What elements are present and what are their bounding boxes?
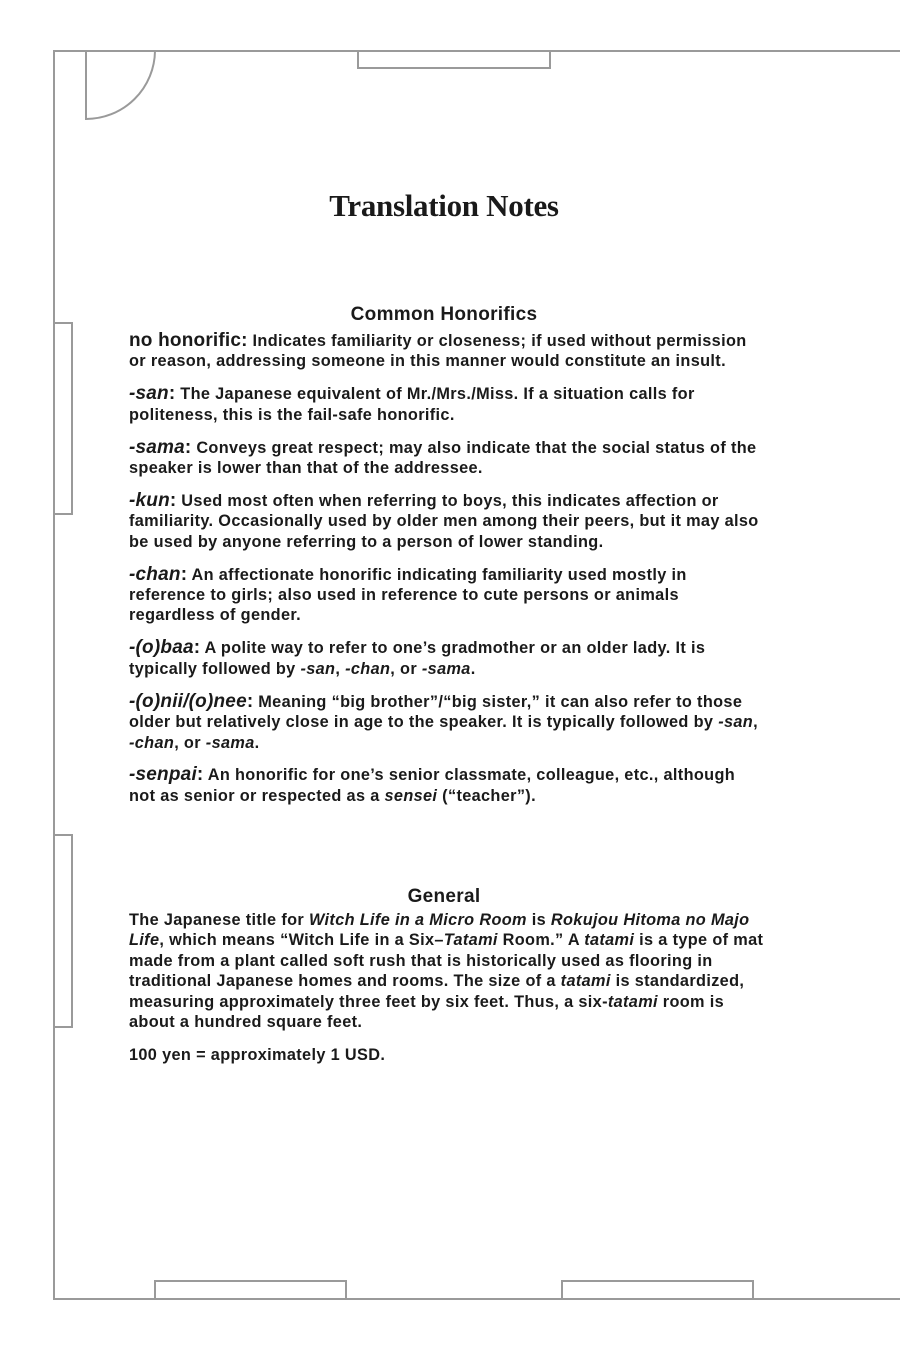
note-text: The Japanese title for: [129, 911, 309, 929]
note-paragraph: [129, 910, 765, 1032]
term-label: -sama: [129, 436, 185, 458]
note-paragraph: [129, 331, 765, 372]
note-text: Meaning “big brother”/“big sister,” it can also refer to those older but relatively close in age to the speaker. It is typically followed by: [129, 692, 743, 732]
term-label: -kun: [129, 489, 170, 511]
note-text: (“teacher”).: [437, 786, 536, 805]
page-title: Translation Notes: [329, 188, 559, 223]
term-label: :: [196, 764, 204, 786]
note-text: , or: [174, 733, 206, 752]
note-paragraph: [129, 765, 765, 806]
note-text: , which means “Witch Life in a Six–: [159, 931, 444, 950]
note-text: A polite way to refer to one’s gradmother or an older lady. It is typically followed by: [129, 639, 706, 678]
term-label: -(o)baa: [129, 637, 194, 659]
note-text: -san: [718, 713, 754, 732]
note-text: -san: [300, 659, 336, 678]
note-paragraph: [129, 1045, 765, 1065]
window-left-lower: [54, 835, 72, 1027]
honorifics-list: [129, 331, 765, 819]
note-text: .: [254, 733, 260, 752]
window-top: [358, 51, 550, 68]
note-paragraph: [129, 638, 765, 679]
note-text: -chan: [345, 659, 391, 678]
note-paragraph: [129, 491, 765, 552]
note-text: .: [470, 659, 476, 678]
general-heading: General: [407, 886, 481, 907]
note-text: An affectionate honorific indicating familiarity used mostly in reference to girls; also used in reference to cute persons or animals regardless of gender.: [129, 565, 687, 625]
note-text: Room.” A: [497, 931, 585, 950]
note-text: Indicates familiarity or closeness; if used without permission or reason, addressing someone in this manner would constitute an insult.: [129, 332, 747, 371]
note-text: The Japanese equivalent of Mr./Mrs./Miss. If a situation calls for politeness, this is the fail-safe honorific.: [129, 385, 695, 424]
note-text: -sama: [205, 733, 255, 752]
note-text: Tatami: [443, 931, 498, 950]
note-text: -chan: [129, 733, 175, 752]
door-arc: [86, 51, 155, 119]
note-text: ,: [335, 659, 346, 678]
note-paragraph: [129, 565, 765, 626]
note-text: Conveys great respect; may also indicate that the social status of the speaker is lower than that of the addressee.: [129, 438, 757, 478]
note-paragraph: [129, 384, 765, 425]
note-paragraph: [129, 438, 765, 479]
note-paragraph: [129, 692, 765, 753]
note-text: An honorific for one’s senior classmate, colleague, etc., although not as senior or respected as a: [129, 766, 736, 805]
term-label: -(o)nii/(o)nee: [129, 690, 247, 712]
term-label: :: [246, 690, 254, 712]
note-text: tatami: [584, 931, 635, 950]
note-text: Used most often when referring to boys, this indicates affection or familiarity. Occasionally used by older men among their peers, but it may also be used by anyone referring to a person of lower standing.: [129, 491, 759, 551]
note-text: sensei: [384, 786, 438, 805]
term-label: :: [168, 383, 176, 405]
term-label: -chan: [129, 563, 181, 585]
term-label: no honorific:: [129, 330, 248, 351]
note-text: is: [526, 911, 551, 929]
note-text: Rokujou Hitoma no Majo Life: [129, 911, 750, 950]
honorifics-heading: Common Honorifics: [350, 304, 538, 325]
term-label: :: [184, 436, 192, 458]
window-left-upper: [54, 323, 72, 514]
note-text: Witch Life in a Micro Room: [308, 911, 527, 929]
term-label: -san: [129, 383, 169, 405]
note-text: tatami: [560, 972, 611, 991]
term-label: :: [169, 489, 177, 511]
term-label: :: [180, 563, 188, 585]
note-text: tatami: [607, 992, 658, 1011]
term-label: :: [193, 637, 201, 659]
note-text: is standardized, measuring approximately three feet by six feet. Thus, a six-: [129, 972, 745, 1011]
note-text: room is about a hundred square feet.: [129, 992, 725, 1032]
term-label: -senpai: [129, 764, 197, 786]
window-bottom-left: [155, 1281, 346, 1299]
window-bottom-right: [562, 1281, 753, 1299]
note-text: 100 yen = approximately 1 USD.: [129, 1045, 386, 1064]
general-notes: [129, 910, 765, 1078]
note-text: , or: [390, 659, 422, 678]
note-text: is a type of mat made from a plant called soft rush that is historically used as flooring in traditional Japanese homes and rooms. The size of a: [129, 931, 764, 991]
note-text: -sama: [421, 659, 471, 678]
note-text: ,: [753, 713, 758, 732]
